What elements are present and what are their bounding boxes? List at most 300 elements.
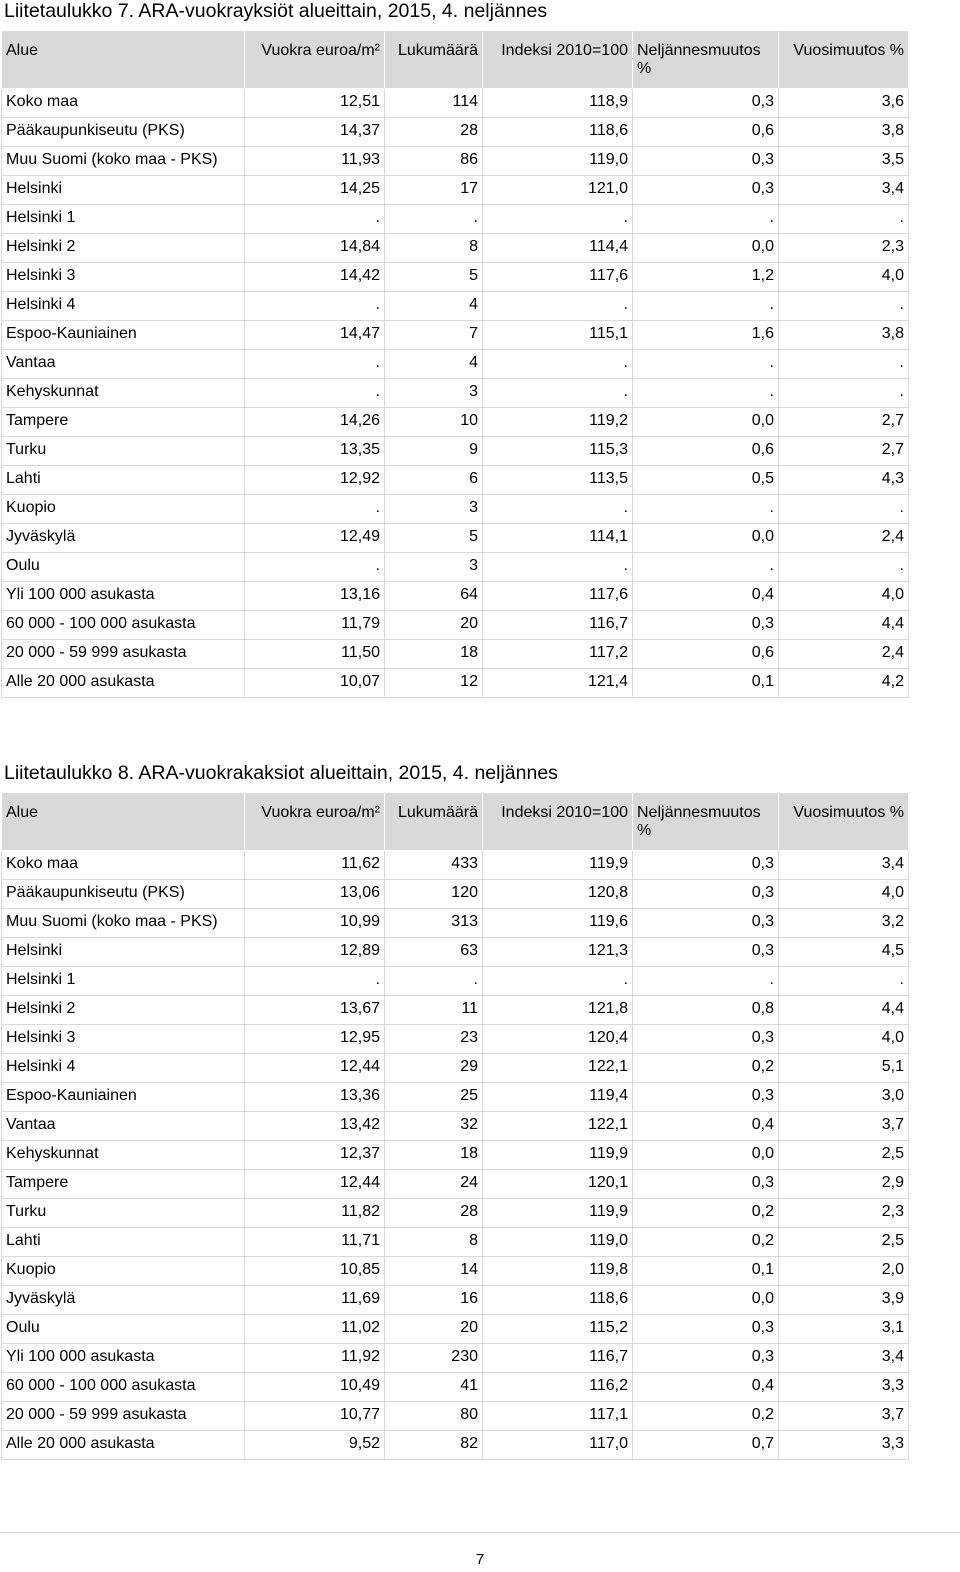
value-cell: 114	[385, 89, 483, 118]
value-cell: 14,84	[245, 234, 385, 263]
value-cell: 0,3	[633, 89, 779, 118]
region-cell: Alle 20 000 asukasta	[2, 1431, 245, 1460]
value-cell: 28	[385, 1199, 483, 1228]
value-cell: .	[483, 350, 633, 379]
value-cell: .	[245, 350, 385, 379]
value-cell: 0,1	[633, 669, 779, 698]
table-row	[2, 205, 909, 234]
value-cell: 13,42	[245, 1112, 385, 1141]
value-cell: 4,3	[779, 466, 909, 495]
value-cell: 3,5	[779, 147, 909, 176]
value-cell: .	[779, 967, 909, 996]
value-cell: 120,1	[483, 1170, 633, 1199]
value-cell: 3,4	[779, 851, 909, 880]
value-cell: .	[245, 967, 385, 996]
value-cell: 3,7	[779, 1112, 909, 1141]
footer-divider	[0, 1532, 960, 1533]
table-row	[2, 1199, 909, 1228]
value-cell: 86	[385, 147, 483, 176]
value-cell: 17	[385, 176, 483, 205]
region-cell: Muu Suomi (koko maa - PKS)	[2, 147, 245, 176]
table-row	[2, 118, 909, 147]
value-cell: 41	[385, 1373, 483, 1402]
table-row	[2, 611, 909, 640]
value-cell: 1,6	[633, 321, 779, 350]
value-cell: 8	[385, 234, 483, 263]
value-cell: 14,37	[245, 118, 385, 147]
table-row	[2, 967, 909, 996]
value-cell: 4,4	[779, 611, 909, 640]
value-cell: 2,0	[779, 1257, 909, 1286]
value-cell: 116,7	[483, 1344, 633, 1373]
region-cell: Helsinki	[2, 938, 245, 967]
value-cell: 3,0	[779, 1083, 909, 1112]
value-cell: 4,2	[779, 669, 909, 698]
value-cell: 3,7	[779, 1402, 909, 1431]
value-cell: .	[385, 205, 483, 234]
value-cell: 10,85	[245, 1257, 385, 1286]
value-cell: 2,9	[779, 1170, 909, 1199]
region-cell: Helsinki 3	[2, 263, 245, 292]
value-cell: 116,2	[483, 1373, 633, 1402]
value-cell: 13,16	[245, 582, 385, 611]
value-cell: 114,1	[483, 524, 633, 553]
value-cell: 10,49	[245, 1373, 385, 1402]
value-cell: .	[483, 292, 633, 321]
value-cell: 114,4	[483, 234, 633, 263]
value-cell: 4,0	[779, 263, 909, 292]
value-cell: 10,99	[245, 909, 385, 938]
value-cell: .	[245, 292, 385, 321]
value-cell: 11,92	[245, 1344, 385, 1373]
value-cell: 63	[385, 938, 483, 967]
header-row	[2, 31, 909, 89]
value-cell: 0,3	[633, 1170, 779, 1199]
value-cell: 12,49	[245, 524, 385, 553]
value-cell: 121,3	[483, 938, 633, 967]
value-cell: 20	[385, 611, 483, 640]
value-cell: 117,2	[483, 640, 633, 669]
table-row	[2, 996, 909, 1025]
value-cell: 12,44	[245, 1054, 385, 1083]
table-row	[2, 1054, 909, 1083]
value-cell: 5	[385, 524, 483, 553]
region-cell: Pääkaupunkiseutu (PKS)	[2, 880, 245, 909]
value-cell: 0,3	[633, 880, 779, 909]
region-cell: Jyväskylä	[2, 524, 245, 553]
value-cell: 11,71	[245, 1228, 385, 1257]
value-cell: 120,8	[483, 880, 633, 909]
region-cell: Kuopio	[2, 495, 245, 524]
value-cell: .	[483, 495, 633, 524]
table-row	[2, 553, 909, 582]
region-cell: 60 000 - 100 000 asukasta	[2, 1373, 245, 1402]
value-cell: 115,2	[483, 1315, 633, 1344]
region-cell: Helsinki 2	[2, 234, 245, 263]
page-number: 7	[475, 1551, 485, 1568]
column-header: Indeksi 2010=100	[483, 793, 633, 851]
value-cell: 4,0	[779, 582, 909, 611]
value-cell: 3,4	[779, 1344, 909, 1373]
value-cell: 10	[385, 408, 483, 437]
value-cell: 0,0	[633, 1141, 779, 1170]
value-cell: 3,1	[779, 1315, 909, 1344]
value-cell: 18	[385, 1141, 483, 1170]
value-cell: 117,6	[483, 263, 633, 292]
value-cell: 7	[385, 321, 483, 350]
value-cell: 0,5	[633, 466, 779, 495]
value-cell: 0,8	[633, 996, 779, 1025]
value-cell: .	[633, 205, 779, 234]
region-cell: Koko maa	[2, 851, 245, 880]
column-header: Neljännesmuutos %	[633, 31, 779, 89]
value-cell: .	[633, 495, 779, 524]
value-cell: .	[779, 553, 909, 582]
table-row	[2, 1025, 909, 1054]
region-cell: Tampere	[2, 1170, 245, 1199]
table-row	[2, 234, 909, 263]
value-cell: .	[483, 205, 633, 234]
value-cell: 82	[385, 1431, 483, 1460]
table-row	[2, 1141, 909, 1170]
value-cell: 0,3	[633, 1025, 779, 1054]
table-row	[2, 321, 909, 350]
table-row	[2, 147, 909, 176]
table-row	[2, 495, 909, 524]
value-cell: 0,3	[633, 611, 779, 640]
column-header: Neljännesmuutos %	[633, 793, 779, 851]
value-cell: 13,35	[245, 437, 385, 466]
region-cell: Alle 20 000 asukasta	[2, 669, 245, 698]
value-cell: 11,62	[245, 851, 385, 880]
value-cell: 3,8	[779, 321, 909, 350]
table-row	[2, 880, 909, 909]
value-cell: 14,42	[245, 263, 385, 292]
value-cell: 9	[385, 437, 483, 466]
value-cell: 3,3	[779, 1373, 909, 1402]
value-cell: .	[633, 553, 779, 582]
value-cell: 4	[385, 350, 483, 379]
value-cell: 12,51	[245, 89, 385, 118]
value-cell: 3,9	[779, 1286, 909, 1315]
value-cell: 3,3	[779, 1431, 909, 1460]
value-cell: 2,7	[779, 437, 909, 466]
region-cell: Yli 100 000 asukasta	[2, 582, 245, 611]
value-cell: .	[779, 205, 909, 234]
value-cell: 5,1	[779, 1054, 909, 1083]
value-cell: 0,1	[633, 1257, 779, 1286]
value-cell: 0,0	[633, 408, 779, 437]
table-row	[2, 1112, 909, 1141]
value-cell: 80	[385, 1402, 483, 1431]
value-cell: 2,4	[779, 640, 909, 669]
region-cell: Tampere	[2, 408, 245, 437]
value-cell: 29	[385, 1054, 483, 1083]
value-cell: .	[483, 967, 633, 996]
region-cell: Lahti	[2, 1228, 245, 1257]
table-row	[2, 582, 909, 611]
table-row	[2, 1373, 909, 1402]
region-cell: Koko maa	[2, 89, 245, 118]
value-cell: .	[633, 292, 779, 321]
region-cell: Vantaa	[2, 350, 245, 379]
column-header: Vuokra euroa/m²	[245, 793, 385, 851]
value-cell: 230	[385, 1344, 483, 1373]
region-cell: Yli 100 000 asukasta	[2, 1344, 245, 1373]
region-cell: Kehyskunnat	[2, 379, 245, 408]
value-cell: 11,02	[245, 1315, 385, 1344]
value-cell: 0,3	[633, 938, 779, 967]
value-cell: 10,77	[245, 1402, 385, 1431]
table-row	[2, 408, 909, 437]
value-cell: .	[245, 379, 385, 408]
value-cell: 120,4	[483, 1025, 633, 1054]
table-row	[2, 1257, 909, 1286]
value-cell: 4,5	[779, 938, 909, 967]
table-title: Liitetaulukko 8. ARA-vuokrakaksiot alueittain, 2015, 4. neljännes	[4, 762, 558, 784]
value-cell: 122,1	[483, 1054, 633, 1083]
value-cell: 4,4	[779, 996, 909, 1025]
value-cell: 3,4	[779, 176, 909, 205]
column-header: Alue	[2, 793, 245, 851]
value-cell: 121,0	[483, 176, 633, 205]
table-row	[2, 909, 909, 938]
value-cell: 2,3	[779, 1199, 909, 1228]
column-header: Lukumäärä	[385, 31, 483, 89]
value-cell: 0,3	[633, 851, 779, 880]
table-row	[2, 938, 909, 967]
value-cell: 2,5	[779, 1141, 909, 1170]
table-row	[2, 1228, 909, 1257]
value-cell: 25	[385, 1083, 483, 1112]
value-cell: 20	[385, 1315, 483, 1344]
value-cell: 0,6	[633, 118, 779, 147]
header-row	[2, 793, 909, 851]
table-row	[2, 1286, 909, 1315]
value-cell: 313	[385, 909, 483, 938]
value-cell: 12,89	[245, 938, 385, 967]
value-cell: 0,6	[633, 640, 779, 669]
value-cell: 122,1	[483, 1112, 633, 1141]
value-cell: .	[245, 495, 385, 524]
table-row	[2, 379, 909, 408]
value-cell: 4	[385, 292, 483, 321]
value-cell: 119,8	[483, 1257, 633, 1286]
table-row	[2, 466, 909, 495]
value-cell: 115,3	[483, 437, 633, 466]
table-row	[2, 89, 909, 118]
value-cell: 2,3	[779, 234, 909, 263]
value-cell: 119,2	[483, 408, 633, 437]
region-cell: Turku	[2, 437, 245, 466]
value-cell: 11,93	[245, 147, 385, 176]
value-cell: 0,0	[633, 1286, 779, 1315]
table-row	[2, 350, 909, 379]
table-row	[2, 1315, 909, 1344]
region-cell: Vantaa	[2, 1112, 245, 1141]
value-cell: 28	[385, 118, 483, 147]
region-cell: Helsinki	[2, 176, 245, 205]
value-cell: 64	[385, 582, 483, 611]
value-cell: 24	[385, 1170, 483, 1199]
region-cell: 60 000 - 100 000 asukasta	[2, 611, 245, 640]
value-cell: 433	[385, 851, 483, 880]
table-row	[2, 176, 909, 205]
value-cell: 0,3	[633, 1315, 779, 1344]
value-cell: 113,5	[483, 466, 633, 495]
value-cell: 0,4	[633, 1112, 779, 1141]
value-cell: 9,52	[245, 1431, 385, 1460]
table-row	[2, 1170, 909, 1199]
value-cell: 0,0	[633, 234, 779, 263]
value-cell: 0,7	[633, 1431, 779, 1460]
value-cell: 119,6	[483, 909, 633, 938]
region-cell: Jyväskylä	[2, 1286, 245, 1315]
value-cell: 119,0	[483, 1228, 633, 1257]
value-cell: 3	[385, 379, 483, 408]
value-cell: 0,3	[633, 147, 779, 176]
value-cell: 0,2	[633, 1228, 779, 1257]
region-cell: Turku	[2, 1199, 245, 1228]
value-cell: 0,6	[633, 437, 779, 466]
value-cell: 14,25	[245, 176, 385, 205]
column-header: Vuosimuutos %	[779, 793, 909, 851]
value-cell: 13,67	[245, 996, 385, 1025]
value-cell: 0,0	[633, 524, 779, 553]
value-cell: 12,44	[245, 1170, 385, 1199]
value-cell: 11,82	[245, 1199, 385, 1228]
value-cell: .	[633, 350, 779, 379]
table-row	[2, 437, 909, 466]
table-row	[2, 1402, 909, 1431]
value-cell: 121,8	[483, 996, 633, 1025]
value-cell: 119,0	[483, 147, 633, 176]
value-cell: .	[633, 379, 779, 408]
value-cell: 0,3	[633, 176, 779, 205]
value-cell: 23	[385, 1025, 483, 1054]
region-cell: Helsinki 3	[2, 1025, 245, 1054]
value-cell: .	[779, 350, 909, 379]
table-row	[2, 669, 909, 698]
value-cell: 0,2	[633, 1199, 779, 1228]
region-cell: Helsinki 2	[2, 996, 245, 1025]
value-cell: .	[633, 967, 779, 996]
region-cell: Pääkaupunkiseutu (PKS)	[2, 118, 245, 147]
value-cell: 11,79	[245, 611, 385, 640]
value-cell: 12,95	[245, 1025, 385, 1054]
table-row	[2, 292, 909, 321]
value-cell: .	[779, 292, 909, 321]
value-cell: 115,1	[483, 321, 633, 350]
value-cell: 3,6	[779, 89, 909, 118]
value-cell: 14,26	[245, 408, 385, 437]
value-cell: 11,69	[245, 1286, 385, 1315]
rental-table-two-rooms	[1, 792, 909, 1460]
value-cell: 32	[385, 1112, 483, 1141]
value-cell: 12	[385, 669, 483, 698]
value-cell: 2,7	[779, 408, 909, 437]
region-cell: Kuopio	[2, 1257, 245, 1286]
value-cell: 16	[385, 1286, 483, 1315]
value-cell: .	[483, 379, 633, 408]
value-cell: 117,1	[483, 1402, 633, 1431]
region-cell: Espoo-Kauniainen	[2, 1083, 245, 1112]
value-cell: 116,7	[483, 611, 633, 640]
rental-table-studios	[1, 30, 909, 698]
value-cell: 12,37	[245, 1141, 385, 1170]
region-cell: Lahti	[2, 466, 245, 495]
region-cell: Kehyskunnat	[2, 1141, 245, 1170]
region-cell: Helsinki 4	[2, 292, 245, 321]
value-cell: 118,6	[483, 118, 633, 147]
value-cell: 12,92	[245, 466, 385, 495]
region-cell: 20 000 - 59 999 asukasta	[2, 640, 245, 669]
value-cell: 0,2	[633, 1054, 779, 1083]
value-cell: 118,6	[483, 1286, 633, 1315]
value-cell: 3	[385, 495, 483, 524]
value-cell: 13,36	[245, 1083, 385, 1112]
value-cell: 2,4	[779, 524, 909, 553]
value-cell: 3,8	[779, 118, 909, 147]
table-row	[2, 851, 909, 880]
value-cell: 0,3	[633, 1344, 779, 1373]
column-header: Alue	[2, 31, 245, 89]
table-title: Liitetaulukko 7. ARA-vuokrayksiöt alueittain, 2015, 4. neljännes	[4, 0, 548, 22]
value-cell: 119,9	[483, 851, 633, 880]
column-header: Vuokra euroa/m²	[245, 31, 385, 89]
value-cell: 117,6	[483, 582, 633, 611]
value-cell: .	[245, 205, 385, 234]
table-row	[2, 1083, 909, 1112]
value-cell: 1,2	[633, 263, 779, 292]
value-cell: 13,06	[245, 880, 385, 909]
region-cell: Helsinki 4	[2, 1054, 245, 1083]
table-row	[2, 1344, 909, 1373]
table-row	[2, 1431, 909, 1460]
value-cell: 6	[385, 466, 483, 495]
region-cell: Muu Suomi (koko maa - PKS)	[2, 909, 245, 938]
value-cell: .	[483, 553, 633, 582]
value-cell: 10,07	[245, 669, 385, 698]
value-cell: 3,2	[779, 909, 909, 938]
value-cell: 4,0	[779, 1025, 909, 1054]
value-cell: 117,0	[483, 1431, 633, 1460]
value-cell: 0,4	[633, 1373, 779, 1402]
column-header: Indeksi 2010=100	[483, 31, 633, 89]
table-row	[2, 640, 909, 669]
value-cell: 2,5	[779, 1228, 909, 1257]
value-cell: 14	[385, 1257, 483, 1286]
value-cell: .	[385, 967, 483, 996]
value-cell: 0,3	[633, 909, 779, 938]
table-row	[2, 524, 909, 553]
value-cell: .	[245, 553, 385, 582]
value-cell: 14,47	[245, 321, 385, 350]
region-cell: Espoo-Kauniainen	[2, 321, 245, 350]
region-cell: Oulu	[2, 1315, 245, 1344]
value-cell: 119,9	[483, 1141, 633, 1170]
value-cell: 119,9	[483, 1199, 633, 1228]
region-cell: 20 000 - 59 999 asukasta	[2, 1402, 245, 1431]
value-cell: 118,9	[483, 89, 633, 118]
value-cell: 0,3	[633, 1083, 779, 1112]
column-header: Lukumäärä	[385, 793, 483, 851]
value-cell: .	[779, 495, 909, 524]
value-cell: 0,4	[633, 582, 779, 611]
value-cell: 119,4	[483, 1083, 633, 1112]
value-cell: 120	[385, 880, 483, 909]
value-cell: 11,50	[245, 640, 385, 669]
